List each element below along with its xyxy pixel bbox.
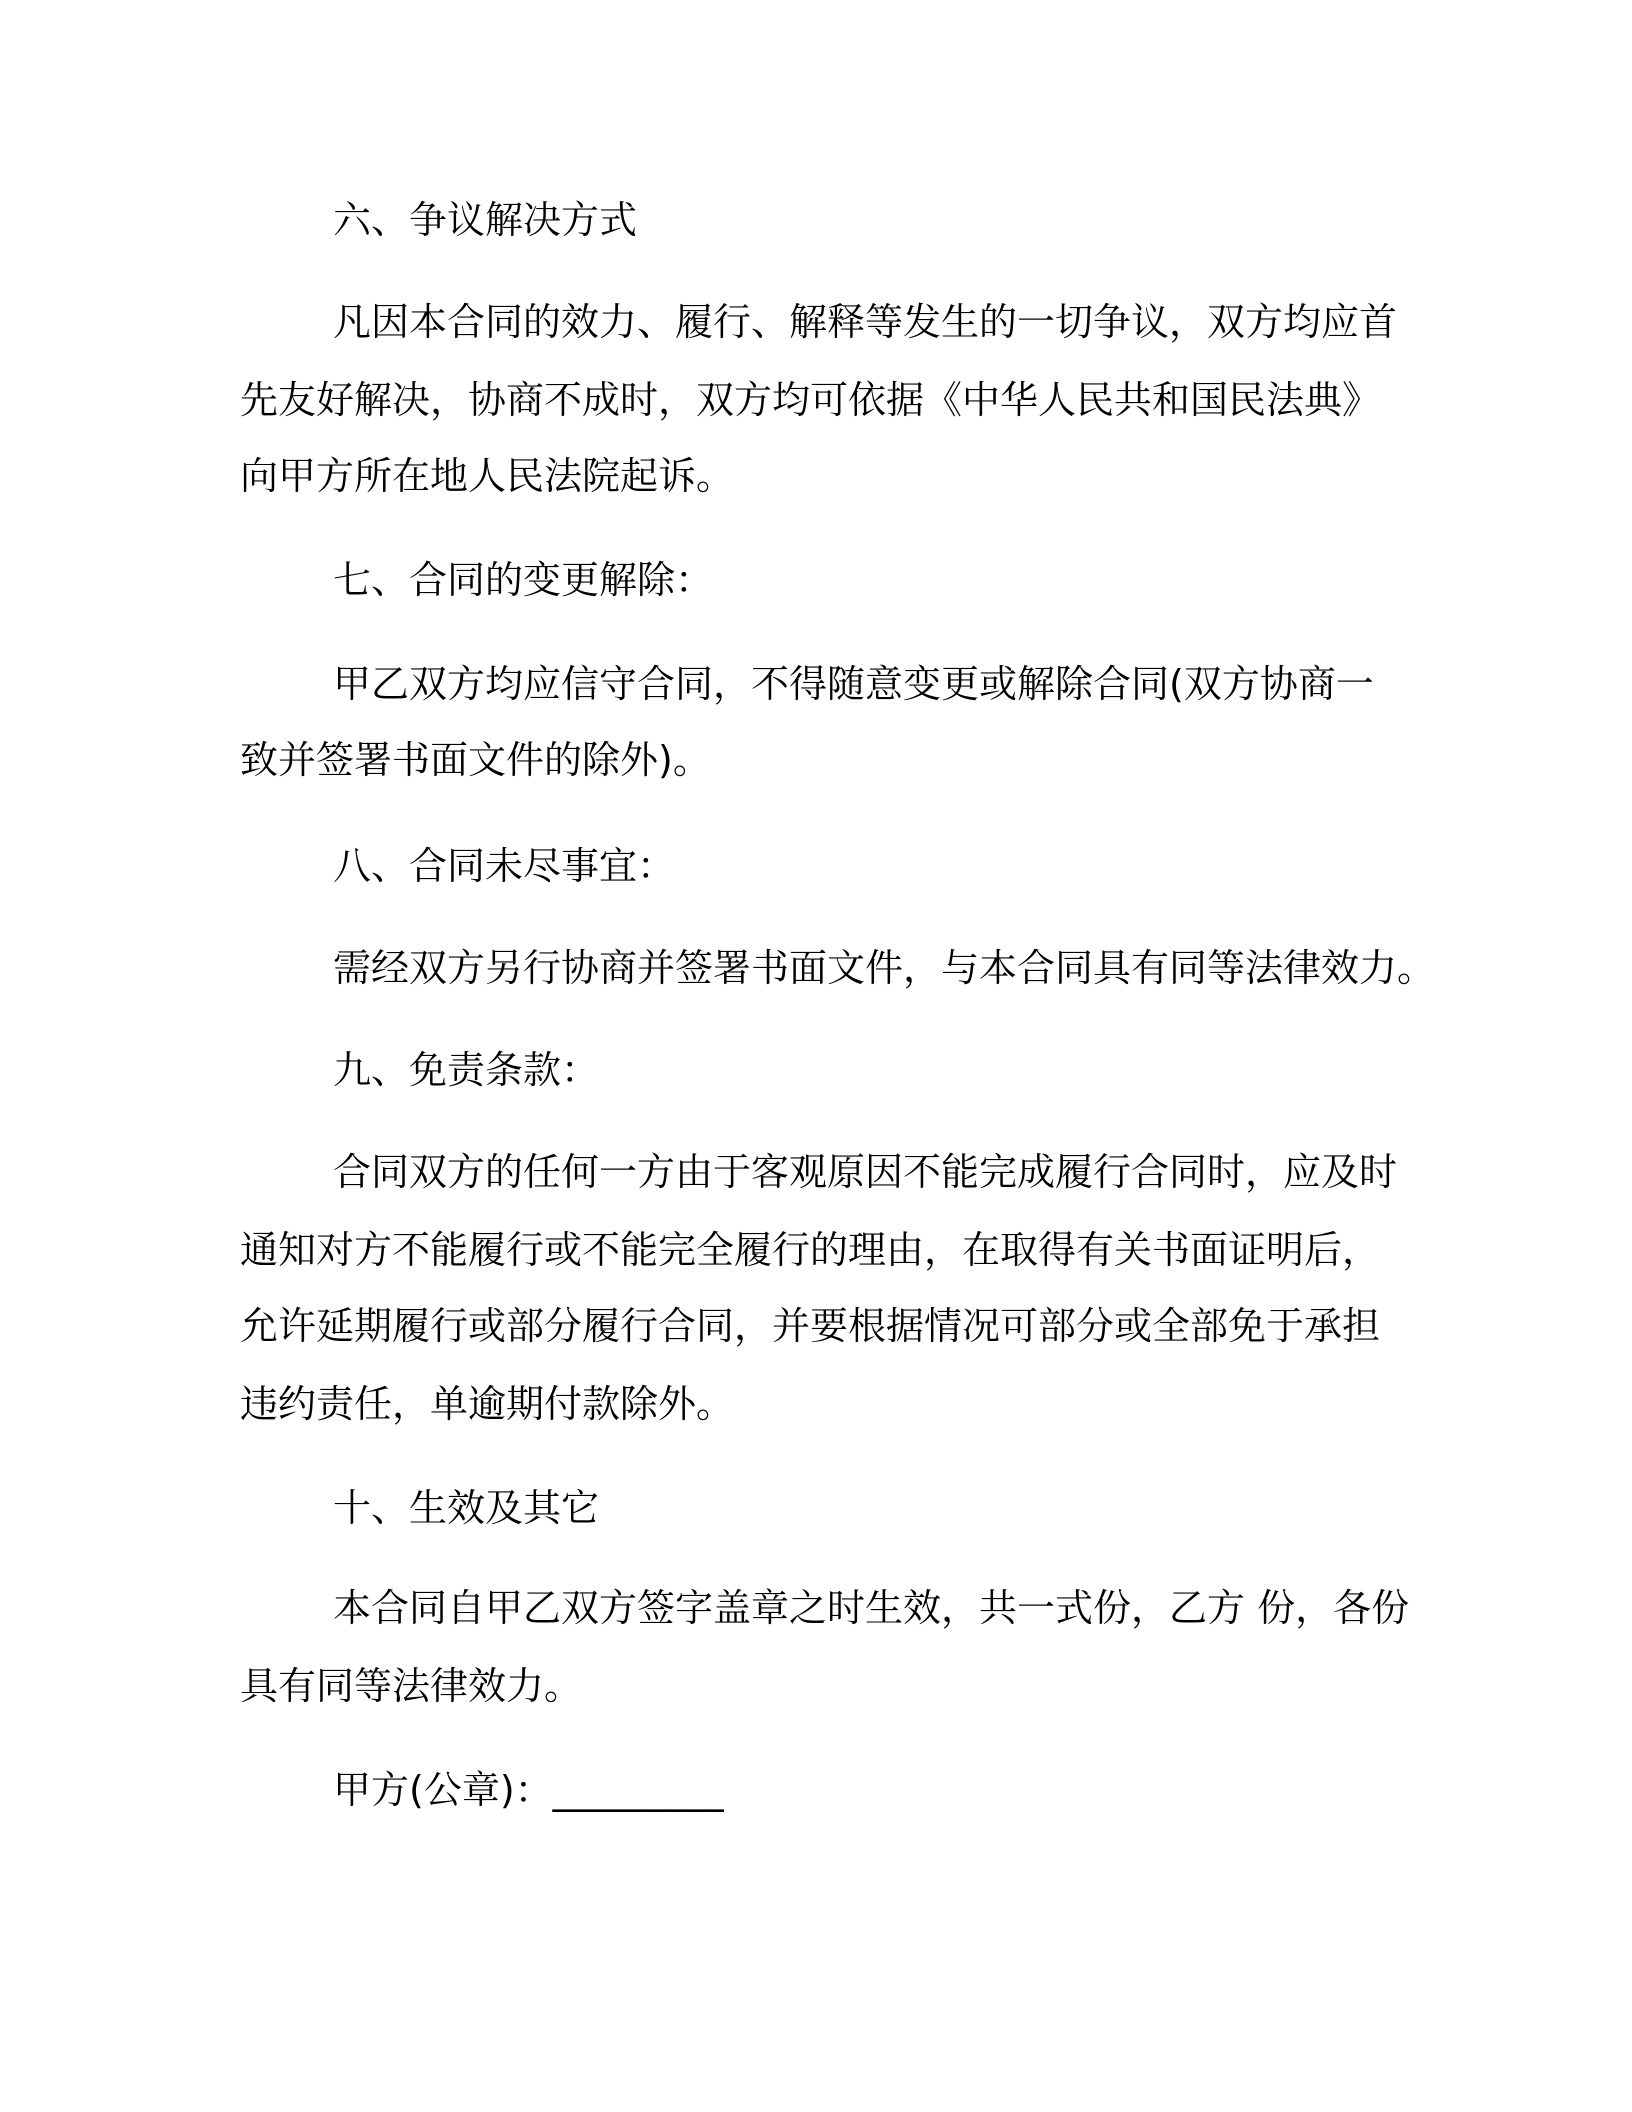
section-7-heading: 七、合同的变更解除： — [333, 558, 714, 602]
section-8-line-1: 需经双方另行协商并签署书面文件，与本合同具有同等法律效力。 — [333, 946, 1436, 990]
section-6-line-2: 先友好解决，协商不成时，双方均可依据《中华人民共和国民法典》 — [240, 378, 1381, 422]
section-9-line-1: 合同双方的任何一方由于客观原因不能完成履行合同时，应及时 — [333, 1150, 1398, 1194]
section-10-line-1: 本合同自甲乙双方签字盖章之时生效，共一式份，乙方 份，各份 — [333, 1586, 1410, 1630]
section-8-heading: 八、合同未尽事宜： — [333, 844, 676, 888]
section-9-heading: 九、免责条款： — [333, 1048, 600, 1092]
section-10-line-2: 具有同等法律效力。 — [240, 1664, 583, 1708]
party-a-signature-line: 甲方(公章)：_________ — [333, 1768, 724, 1812]
section-6-line-1: 凡因本合同的效力、履行、解释等发生的一切争议，双方均应首 — [333, 300, 1398, 344]
section-9-line-3: 允许延期履行或部分履行合同，并要根据情况可部分或全部免于承担 — [240, 1304, 1381, 1348]
section-10-heading: 十、生效及其它 — [333, 1486, 600, 1530]
section-7-line-1: 甲乙双方均应信守合同，不得随意变更或解除合同(双方协商一 — [333, 662, 1374, 706]
section-6-heading: 六、争议解决方式 — [333, 198, 638, 242]
section-9-line-2: 通知对方不能履行或不能完全履行的理由，在取得有关书面证明后， — [240, 1228, 1381, 1272]
section-9-line-4: 违约责任，单逾期付款除外。 — [240, 1382, 735, 1426]
section-6-line-3: 向甲方所在地人民法院起诉。 — [240, 454, 735, 498]
section-7-line-2: 致并签署书面文件的除外)。 — [240, 738, 711, 782]
